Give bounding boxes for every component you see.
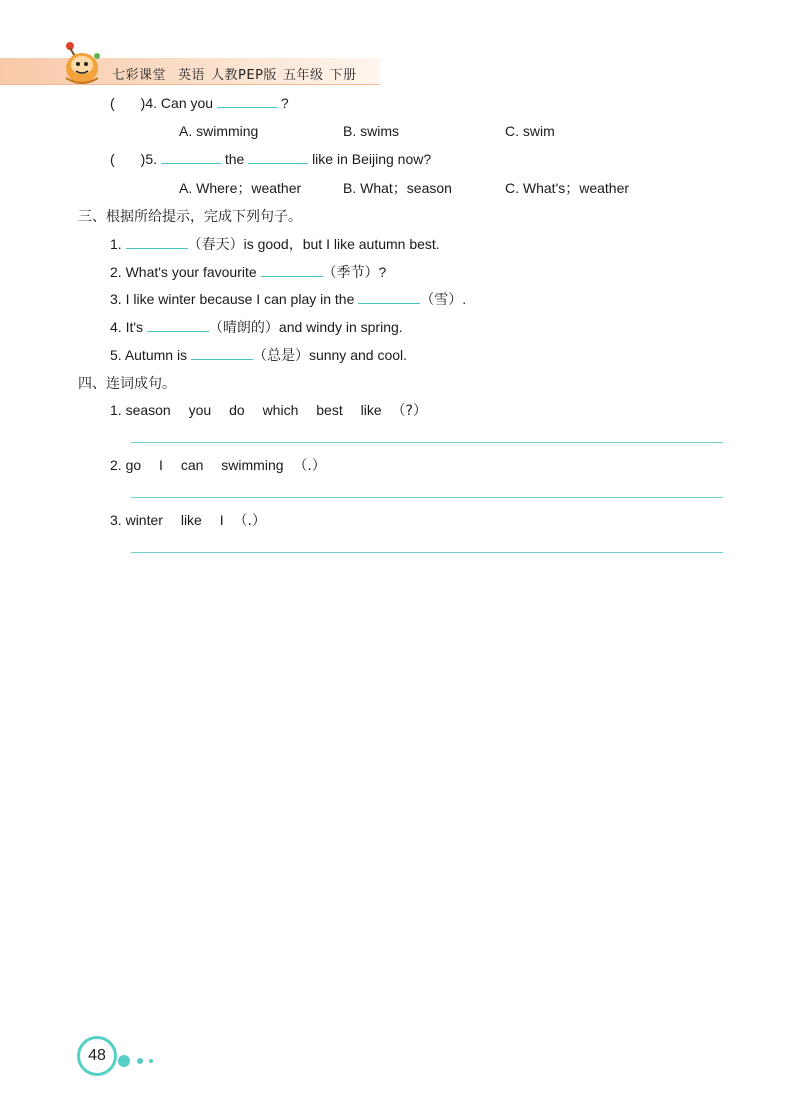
scrambled-word: do bbox=[229, 402, 245, 418]
decor-dot bbox=[118, 1055, 130, 1067]
fill-blank[interactable] bbox=[358, 291, 420, 304]
answer-line[interactable] bbox=[131, 497, 723, 498]
option-c: C. What's；weather bbox=[505, 180, 630, 196]
item-number: 2. bbox=[110, 457, 122, 473]
part3-item-4 bbox=[110, 317, 403, 337]
answer-paren-open: ( bbox=[110, 95, 115, 111]
punctuation-hint: （.） bbox=[233, 513, 266, 529]
scrambled-word: I bbox=[219, 512, 224, 528]
scrambled-word: winter bbox=[125, 512, 163, 528]
answer-line[interactable] bbox=[131, 442, 723, 443]
item-text: I like winter because I can play in the bbox=[125, 291, 355, 307]
answer-line[interactable] bbox=[131, 552, 723, 553]
scrambled-word: season bbox=[125, 402, 171, 418]
item-number: 1. bbox=[110, 236, 122, 252]
scrambled-word: go bbox=[125, 457, 142, 473]
decor-dot bbox=[137, 1058, 143, 1064]
item-number: 1. bbox=[110, 402, 122, 418]
scrambled-word: swimming bbox=[221, 457, 284, 473]
option-b: B. What；season bbox=[343, 180, 452, 196]
punctuation-hint: （.） bbox=[293, 458, 326, 474]
header-volume: 下册 bbox=[329, 68, 357, 83]
item-number: 4. bbox=[110, 319, 122, 335]
scrambled-word: like bbox=[180, 512, 202, 528]
item-text: Autumn is bbox=[124, 347, 188, 363]
page-number: 48 bbox=[77, 1036, 117, 1076]
fill-blank[interactable] bbox=[248, 151, 308, 164]
fill-blank[interactable] bbox=[161, 151, 221, 164]
header-edition: 人教PEP版 bbox=[211, 68, 277, 83]
answer-paren-close: ) bbox=[140, 95, 146, 111]
decor-dot bbox=[149, 1059, 153, 1063]
scrambled-word: can bbox=[180, 457, 204, 473]
scrambled-word: which bbox=[262, 402, 299, 418]
fill-blank[interactable] bbox=[261, 264, 323, 277]
option-c: C. swim bbox=[505, 123, 555, 139]
section-3-heading: 三、根据所给提示，完成下列句子。 bbox=[78, 209, 302, 225]
part3-item-3 bbox=[110, 289, 466, 309]
option-a: A. swimming bbox=[179, 123, 259, 139]
question-number: 4. bbox=[145, 95, 158, 111]
item-number: 2. bbox=[110, 264, 122, 280]
mascot-logo bbox=[52, 38, 108, 88]
question-text: Can you bbox=[160, 95, 214, 111]
scrambled-word: best bbox=[316, 402, 343, 418]
fill-blank[interactable] bbox=[147, 319, 209, 332]
item-text: and windy in spring. bbox=[278, 319, 403, 335]
question-text: the bbox=[224, 151, 245, 167]
question-5 bbox=[110, 151, 431, 167]
question-text: like in Beijing now? bbox=[312, 151, 432, 167]
question-punct: ? bbox=[280, 95, 289, 111]
item-number: 3. bbox=[110, 291, 122, 307]
header-series: 七彩课堂 bbox=[112, 68, 167, 83]
question-4 bbox=[110, 95, 289, 111]
hint-text: （总是） bbox=[252, 348, 309, 364]
hint-text: （季节） bbox=[322, 265, 379, 281]
section-4-heading: 四、连词成句。 bbox=[78, 376, 176, 392]
header-grade: 五年级 bbox=[282, 68, 324, 83]
item-text: . bbox=[462, 291, 467, 307]
option-b: B. swims bbox=[343, 123, 399, 139]
part3-item-2 bbox=[110, 262, 386, 282]
answer-paren-close: ) bbox=[140, 151, 146, 167]
part4-item-2 bbox=[110, 455, 326, 475]
item-number: 5. bbox=[110, 347, 122, 363]
header-subject: 英语 bbox=[178, 68, 206, 83]
hint-text: （晴朗的） bbox=[208, 320, 279, 336]
fill-blank[interactable] bbox=[191, 347, 253, 360]
option-a: A. Where；weather bbox=[179, 180, 302, 196]
scrambled-word: I bbox=[159, 457, 163, 473]
part4-item-1 bbox=[110, 400, 427, 420]
item-text: What's your favourite bbox=[125, 264, 257, 280]
scrambled-word: like bbox=[360, 402, 382, 418]
item-text: sunny and cool. bbox=[308, 347, 408, 363]
header-title bbox=[112, 64, 356, 83]
item-number: 3. bbox=[110, 512, 122, 528]
hint-text: （雪） bbox=[420, 292, 463, 308]
question-number: 5. bbox=[145, 151, 158, 167]
part3-item-5 bbox=[110, 345, 407, 365]
hint-text: （春天） bbox=[187, 237, 244, 253]
item-text: is good，but I like autumn best. bbox=[243, 236, 440, 252]
scrambled-word: you bbox=[188, 402, 212, 418]
item-text: ? bbox=[378, 264, 387, 280]
item-text: It's bbox=[125, 319, 144, 335]
part4-item-3 bbox=[110, 510, 266, 530]
fill-blank[interactable] bbox=[126, 236, 188, 249]
part3-item-1 bbox=[110, 234, 440, 254]
answer-paren-open: ( bbox=[110, 151, 115, 167]
fill-blank[interactable] bbox=[217, 95, 277, 108]
punctuation-hint: （?） bbox=[391, 403, 427, 419]
